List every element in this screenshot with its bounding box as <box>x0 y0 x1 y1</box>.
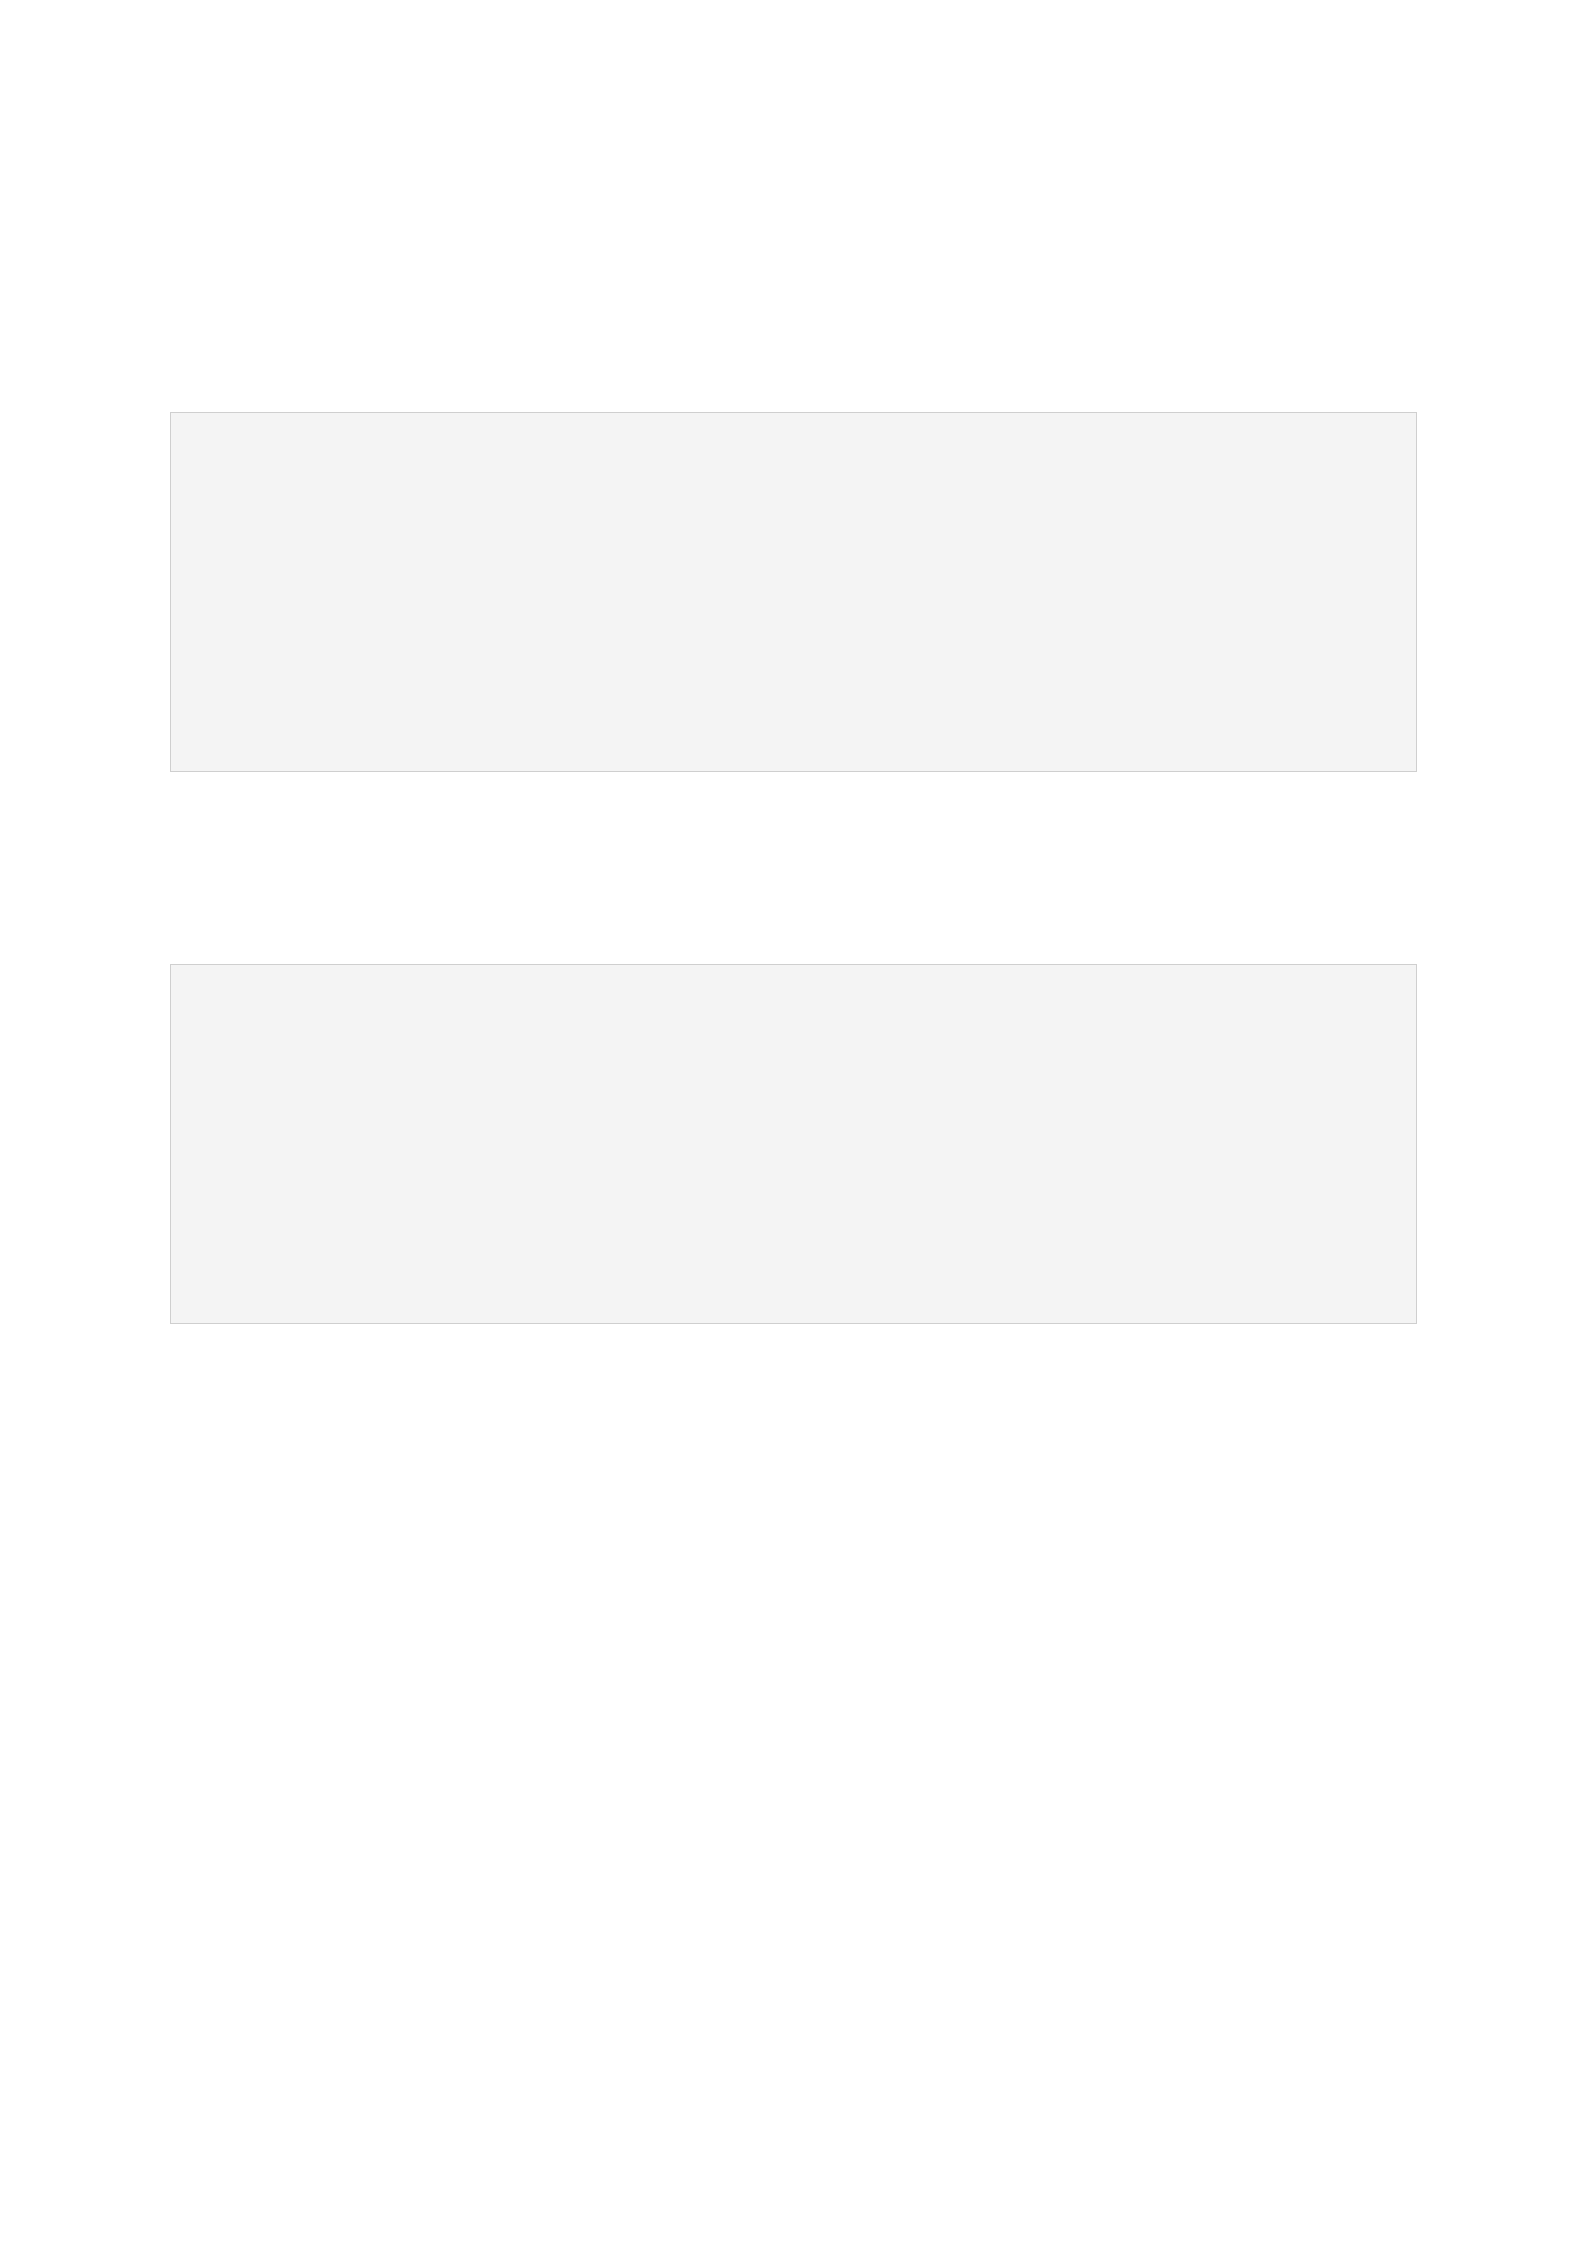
page-footer <box>170 2135 1417 2165</box>
text-block <box>170 1360 1417 1480</box>
text-block <box>170 256 1417 376</box>
text-block <box>170 808 1417 928</box>
image-placeholder <box>170 412 1417 772</box>
image-placeholder <box>170 964 1417 1324</box>
page-title <box>170 150 1417 220</box>
